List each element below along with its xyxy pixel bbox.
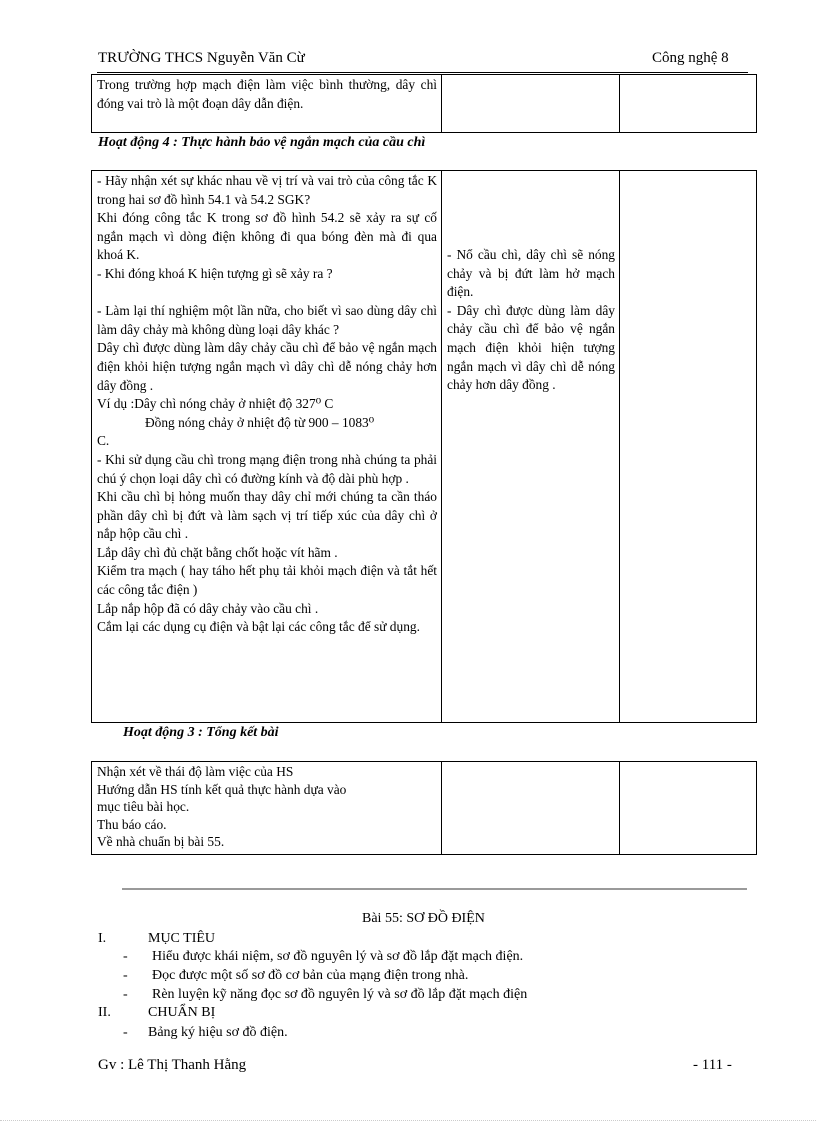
top-table: [91, 74, 757, 133]
header-rule: [97, 72, 748, 73]
student-paragraph: - Dây chì được dùng làm dây chảy cầu chì để bảo vệ ngắn mạch điện khỏi hiện tượng ngắn mạch vì dây chì dễ nóng chảy hơn dây đồng .: [447, 302, 615, 393]
main-table-cell-student: [442, 171, 620, 723]
section-separator: [122, 888, 747, 890]
bullet: -: [123, 949, 128, 964]
objective-item: Đọc được một số sơ đồ cơ bản của mạng điện trong nhà.: [152, 968, 469, 983]
main-paragraph: Lắp nắp hộp đã có dây chảy vào cầu chì .: [97, 600, 319, 616]
main-paragraph: Khi đóng công tắc K trong sơ đồ hình 54.2 sẽ xảy ra sự cố ngắn mạch vì dòng điện không đi qua bóng đèn mà đi qua khoá K.: [97, 210, 437, 263]
preparation-item: Bảng ký hiệu sơ đồ điện.: [148, 1025, 288, 1040]
summary-cell: [92, 762, 442, 855]
summary-table: [91, 761, 757, 855]
top-table-cell-2: [442, 75, 620, 133]
top-table-cell-3: [620, 75, 757, 133]
main-paragraph-indented: Đồng nóng chảy ở nhiệt độ từ 900 – 1083⁰: [145, 414, 375, 430]
summary-line: Về nhà chuẩn bị bài 55.: [97, 834, 225, 849]
main-paragraph: Dây chì được dùng làm dây chảy cầu chì để bảo vệ ngắn mạch điện khỏi hiện tượng ngắn mạch vì dây chì dễ nóng chảy hơn dây đồng .: [97, 340, 437, 393]
main-paragraph: Lắp dây chì đủ chặt bằng chốt hoặc vít hãm .: [97, 544, 338, 560]
activity3-heading: Hoạt động 3 : Tổng kết bài: [123, 725, 279, 740]
footer-page-number: - 111 -: [693, 1057, 732, 1073]
page-edge: [0, 1120, 816, 1121]
main-paragraph: - Làm lại thí nghiệm một lần nữa, cho biết vì sao dùng dây chì làm dây chảy mà không dùng loại dây khác ?: [97, 303, 437, 337]
bullet: -: [123, 987, 128, 1002]
main-paragraph: Khi cầu chì bị hỏng muốn thay dây chỉ mới chúng ta cần tháo phần dây chì bị đứt và làm sạch vị trí tiếp xúc của dây chì ở nắp hộp cầu chì .: [97, 489, 437, 542]
main-paragraph: Kiểm tra mạch ( hay táho hết phụ tải khỏi mạch điện và tắt hết các công tắc điện ): [97, 563, 437, 598]
bullet: -: [123, 1025, 128, 1040]
top-table-text: Trong trường hợp mạch điện làm việc bình thường, dây chì đóng vai trò là một đoạn dây dẫn điện.: [97, 77, 437, 111]
header-subject: Công nghệ 8: [652, 50, 729, 66]
main-paragraph: Ví dụ :Dây chì nóng chảy ở nhiệt độ 327⁰ C: [97, 396, 334, 412]
summary-line: Thu báo cáo.: [97, 816, 167, 832]
top-table-cell-content: [92, 75, 442, 133]
main-paragraph: C.: [97, 433, 110, 449]
objective-item: Hiểu được khái niệm, sơ đồ nguyên lý và sơ đồ lắp đặt mạch điện.: [152, 949, 524, 964]
main-paragraph: - Khi đóng khoá K hiện tượng gì sẽ xảy ra ?: [97, 265, 333, 281]
summary-line: Hướng dẫn HS tính kết quả thực hành dựa vào: [97, 781, 347, 797]
section1-label: MỤC TIÊU: [148, 931, 216, 946]
section2-number: II.: [98, 1005, 111, 1020]
main-table-cell-teacher: [92, 171, 442, 723]
summary-line: Nhận xét về thái độ làm việc của HS: [97, 764, 294, 779]
main-paragraph: Cắm lại các dụng cụ điện và bật lại các công tắc để sử dụng.: [97, 619, 420, 635]
section1-number: I.: [98, 931, 107, 946]
main-table: [91, 170, 757, 723]
bullet: -: [123, 968, 128, 983]
section2-label: CHUẨN BỊ: [148, 1005, 216, 1020]
header-school: TRƯỜNG THCS Nguyễn Văn Cừ: [98, 50, 305, 66]
student-paragraph: - Nổ cầu chì, dây chì sẽ nóng chảy và bị đứt làm hở mạch điện.: [447, 247, 615, 300]
summary-line: mục tiêu bài học.: [97, 799, 190, 814]
summary-cell-2: [442, 762, 620, 855]
summary-cell-3: [620, 762, 757, 855]
footer-teacher: Gv : Lê Thị Thanh Hằng: [98, 1057, 247, 1073]
main-paragraph: - Hãy nhận xét sự khác nhau về vị trí và vai trò của công tắc K trong hai sơ đồ hình 54.1 và 54.2 SGK?: [97, 173, 437, 207]
lesson-title: Bài 55: SƠ ĐỒ ĐIỆN: [362, 911, 485, 926]
objective-item: Rèn luyện kỹ năng đọc sơ đồ nguyên lý và sơ đồ lắp đặt mạch điện: [152, 987, 528, 1002]
main-paragraph: - Khi sử dụng cầu chì trong mạng điện trong nhà chúng ta phải chú ý chọn loại dây chì có đường kính và độ dài phù hợp .: [97, 451, 437, 486]
main-table-cell-3: [620, 171, 757, 723]
activity4-heading: Hoạt động 4 : Thực hành bảo vệ ngắn mạch của cầu chì: [98, 135, 426, 150]
main-paragraph-blank: [97, 284, 437, 303]
